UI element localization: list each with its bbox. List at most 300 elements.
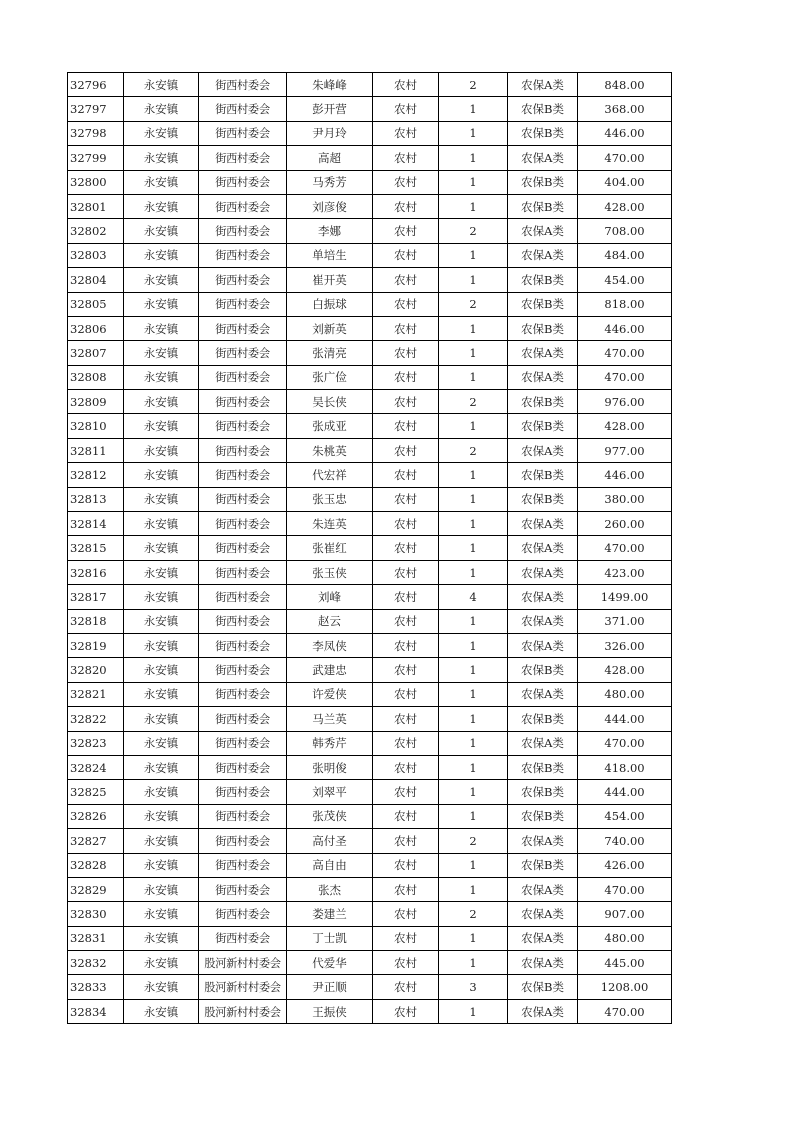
household-type-cell: 农村 <box>373 999 439 1023</box>
insurance-category-cell: 农保B类 <box>508 292 578 316</box>
amount-cell: 480.00 <box>578 682 672 706</box>
village-committee-cell: 街西村委会 <box>199 341 287 365</box>
amount-cell: 418.00 <box>578 755 672 779</box>
insurance-category-cell: 农保B类 <box>508 780 578 804</box>
record-id-cell: 32798 <box>68 121 124 145</box>
household-type-cell: 农村 <box>373 219 439 243</box>
record-id-cell: 32822 <box>68 707 124 731</box>
amount-cell: 454.00 <box>578 804 672 828</box>
town-cell: 永安镇 <box>124 414 199 438</box>
household-type-cell: 农村 <box>373 170 439 194</box>
town-cell: 永安镇 <box>124 341 199 365</box>
town-cell: 永安镇 <box>124 365 199 389</box>
table-row <box>68 146 672 170</box>
household-size-cell: 1 <box>439 560 508 584</box>
amount-cell: 446.00 <box>578 463 672 487</box>
record-id-cell: 32820 <box>68 658 124 682</box>
table-row <box>68 170 672 194</box>
person-name-cell: 高自由 <box>287 853 373 877</box>
amount-cell: 470.00 <box>578 365 672 389</box>
household-size-cell: 1 <box>439 658 508 682</box>
amount-cell: 445.00 <box>578 951 672 975</box>
village-committee-cell: 街西村委会 <box>199 780 287 804</box>
amount-cell: 371.00 <box>578 609 672 633</box>
amount-cell: 428.00 <box>578 414 672 438</box>
household-size-cell: 1 <box>439 999 508 1023</box>
table-row <box>68 755 672 779</box>
town-cell: 永安镇 <box>124 877 199 901</box>
amount-cell: 484.00 <box>578 243 672 267</box>
table-row <box>68 243 672 267</box>
household-size-cell: 1 <box>439 682 508 706</box>
table-row <box>68 877 672 901</box>
table-row <box>68 414 672 438</box>
household-size-cell: 1 <box>439 170 508 194</box>
table-row <box>68 536 672 560</box>
household-type-cell: 农村 <box>373 292 439 316</box>
person-name-cell: 代宏祥 <box>287 463 373 487</box>
household-type-cell: 农村 <box>373 975 439 999</box>
insurance-category-cell: 农保B类 <box>508 97 578 121</box>
household-type-cell: 农村 <box>373 755 439 779</box>
insurance-category-cell: 农保A类 <box>508 926 578 950</box>
person-name-cell: 刘彦俊 <box>287 194 373 218</box>
amount-cell: 470.00 <box>578 146 672 170</box>
record-id-cell: 32832 <box>68 951 124 975</box>
amount-cell: 470.00 <box>578 731 672 755</box>
table-row <box>68 463 672 487</box>
record-id-cell: 32823 <box>68 731 124 755</box>
household-type-cell: 农村 <box>373 268 439 292</box>
household-type-cell: 农村 <box>373 707 439 731</box>
household-size-cell: 1 <box>439 146 508 170</box>
person-name-cell: 张玉侠 <box>287 560 373 584</box>
amount-cell: 470.00 <box>578 341 672 365</box>
insurance-category-cell: 农保B类 <box>508 853 578 877</box>
amount-cell: 380.00 <box>578 487 672 511</box>
insurance-category-cell: 农保B类 <box>508 463 578 487</box>
table-row <box>68 829 672 853</box>
insurance-category-cell: 农保B类 <box>508 414 578 438</box>
household-size-cell: 1 <box>439 707 508 731</box>
person-name-cell: 马兰英 <box>287 707 373 731</box>
household-size-cell: 1 <box>439 414 508 438</box>
amount-cell: 454.00 <box>578 268 672 292</box>
insurance-category-cell: 农保A类 <box>508 877 578 901</box>
table-row <box>68 633 672 657</box>
household-type-cell: 农村 <box>373 73 439 97</box>
insurance-category-cell: 农保A类 <box>508 682 578 706</box>
person-name-cell: 彭开营 <box>287 97 373 121</box>
amount-cell: 848.00 <box>578 73 672 97</box>
insurance-category-cell: 农保B类 <box>508 658 578 682</box>
record-id-cell: 32810 <box>68 414 124 438</box>
town-cell: 永安镇 <box>124 829 199 853</box>
insurance-category-cell: 农保B类 <box>508 316 578 340</box>
person-name-cell: 刘峰 <box>287 585 373 609</box>
household-size-cell: 1 <box>439 633 508 657</box>
household-type-cell: 农村 <box>373 536 439 560</box>
household-type-cell: 农村 <box>373 902 439 926</box>
record-id-cell: 32806 <box>68 316 124 340</box>
village-committee-cell: 街西村委会 <box>199 170 287 194</box>
person-name-cell: 张广俭 <box>287 365 373 389</box>
household-size-cell: 1 <box>439 463 508 487</box>
insurance-category-cell: 农保B类 <box>508 804 578 828</box>
town-cell: 永安镇 <box>124 951 199 975</box>
table-row <box>68 97 672 121</box>
village-committee-cell: 街西村委会 <box>199 633 287 657</box>
household-size-cell: 1 <box>439 804 508 828</box>
record-id-cell: 32826 <box>68 804 124 828</box>
person-name-cell: 吴长侠 <box>287 390 373 414</box>
village-committee-cell: 街西村委会 <box>199 707 287 731</box>
table-row <box>68 73 672 97</box>
insurance-category-cell: 农保B类 <box>508 707 578 731</box>
village-committee-cell: 街西村委会 <box>199 194 287 218</box>
amount-cell: 1208.00 <box>578 975 672 999</box>
town-cell: 永安镇 <box>124 780 199 804</box>
person-name-cell: 赵云 <box>287 609 373 633</box>
amount-cell: 326.00 <box>578 633 672 657</box>
household-size-cell: 1 <box>439 121 508 145</box>
insurance-category-cell: 农保A类 <box>508 902 578 926</box>
town-cell: 永安镇 <box>124 633 199 657</box>
household-size-cell: 2 <box>439 219 508 243</box>
insurance-category-cell: 农保A类 <box>508 560 578 584</box>
village-committee-cell: 街西村委会 <box>199 463 287 487</box>
person-name-cell: 武建忠 <box>287 658 373 682</box>
insurance-category-cell: 农保A类 <box>508 73 578 97</box>
amount-cell: 428.00 <box>578 658 672 682</box>
insurance-category-cell: 农保A类 <box>508 512 578 536</box>
town-cell: 永安镇 <box>124 73 199 97</box>
table-row <box>68 341 672 365</box>
household-type-cell: 农村 <box>373 877 439 901</box>
table-row <box>68 390 672 414</box>
person-name-cell: 白振球 <box>287 292 373 316</box>
household-type-cell: 农村 <box>373 487 439 511</box>
record-id-cell: 32800 <box>68 170 124 194</box>
insurance-category-cell: 农保A类 <box>508 731 578 755</box>
person-name-cell: 单培生 <box>287 243 373 267</box>
household-size-cell: 1 <box>439 341 508 365</box>
insurance-category-cell: 农保B类 <box>508 170 578 194</box>
amount-cell: 740.00 <box>578 829 672 853</box>
person-name-cell: 张玉忠 <box>287 487 373 511</box>
household-size-cell: 1 <box>439 755 508 779</box>
town-cell: 永安镇 <box>124 804 199 828</box>
town-cell: 永安镇 <box>124 170 199 194</box>
amount-cell: 470.00 <box>578 999 672 1023</box>
record-id-cell: 32833 <box>68 975 124 999</box>
household-size-cell: 1 <box>439 487 508 511</box>
insurance-category-cell: 农保A类 <box>508 633 578 657</box>
town-cell: 永安镇 <box>124 292 199 316</box>
household-size-cell: 1 <box>439 731 508 755</box>
record-id-cell: 32805 <box>68 292 124 316</box>
person-name-cell: 张崔红 <box>287 536 373 560</box>
amount-cell: 470.00 <box>578 877 672 901</box>
household-type-cell: 农村 <box>373 390 439 414</box>
person-name-cell: 许爱侠 <box>287 682 373 706</box>
insurance-category-cell: 农保B类 <box>508 755 578 779</box>
person-name-cell: 娄建兰 <box>287 902 373 926</box>
household-type-cell: 农村 <box>373 853 439 877</box>
record-id-cell: 32830 <box>68 902 124 926</box>
record-id-cell: 32811 <box>68 438 124 462</box>
record-id-cell: 32796 <box>68 73 124 97</box>
amount-cell: 976.00 <box>578 390 672 414</box>
amount-cell: 404.00 <box>578 170 672 194</box>
amount-cell: 446.00 <box>578 121 672 145</box>
village-committee-cell: 街西村委会 <box>199 585 287 609</box>
insurance-category-cell: 农保A类 <box>508 585 578 609</box>
insurance-category-cell: 农保B类 <box>508 194 578 218</box>
record-id-cell: 32814 <box>68 512 124 536</box>
village-committee-cell: 街西村委会 <box>199 97 287 121</box>
village-committee-cell: 街西村委会 <box>199 365 287 389</box>
village-committee-cell: 街西村委会 <box>199 243 287 267</box>
table-row <box>68 804 672 828</box>
insurance-category-cell: 农保A类 <box>508 829 578 853</box>
town-cell: 永安镇 <box>124 194 199 218</box>
record-id-cell: 32825 <box>68 780 124 804</box>
insurance-category-cell: 农保A类 <box>508 536 578 560</box>
village-committee-cell: 股河新村村委会 <box>199 951 287 975</box>
household-size-cell: 1 <box>439 365 508 389</box>
table-row <box>68 560 672 584</box>
person-name-cell: 韩秀芹 <box>287 731 373 755</box>
village-committee-cell: 街西村委会 <box>199 682 287 706</box>
person-name-cell: 张清亮 <box>287 341 373 365</box>
village-committee-cell: 街西村委会 <box>199 902 287 926</box>
amount-cell: 428.00 <box>578 194 672 218</box>
household-size-cell: 1 <box>439 316 508 340</box>
insurance-category-cell: 农保A类 <box>508 609 578 633</box>
table-row <box>68 316 672 340</box>
village-committee-cell: 街西村委会 <box>199 658 287 682</box>
insurance-category-cell: 农保A类 <box>508 438 578 462</box>
household-size-cell: 3 <box>439 975 508 999</box>
household-size-cell: 4 <box>439 585 508 609</box>
town-cell: 永安镇 <box>124 243 199 267</box>
table-row <box>68 951 672 975</box>
record-id-cell: 32804 <box>68 268 124 292</box>
village-committee-cell: 股河新村村委会 <box>199 975 287 999</box>
insurance-category-cell: 农保A类 <box>508 365 578 389</box>
village-committee-cell: 街西村委会 <box>199 853 287 877</box>
village-committee-cell: 街西村委会 <box>199 804 287 828</box>
household-type-cell: 农村 <box>373 658 439 682</box>
insurance-category-cell: 农保A类 <box>508 341 578 365</box>
town-cell: 永安镇 <box>124 536 199 560</box>
amount-cell: 260.00 <box>578 512 672 536</box>
household-size-cell: 1 <box>439 268 508 292</box>
person-name-cell: 李娜 <box>287 219 373 243</box>
record-id-cell: 32799 <box>68 146 124 170</box>
record-id-cell: 32834 <box>68 999 124 1023</box>
household-type-cell: 农村 <box>373 585 439 609</box>
table-row <box>68 487 672 511</box>
insurance-category-cell: 农保B类 <box>508 268 578 292</box>
town-cell: 永安镇 <box>124 609 199 633</box>
town-cell: 永安镇 <box>124 658 199 682</box>
village-committee-cell: 街西村委会 <box>199 487 287 511</box>
household-type-cell: 农村 <box>373 243 439 267</box>
record-id-cell: 32797 <box>68 97 124 121</box>
household-type-cell: 农村 <box>373 829 439 853</box>
household-type-cell: 农村 <box>373 512 439 536</box>
village-committee-cell: 街西村委会 <box>199 877 287 901</box>
table-row <box>68 292 672 316</box>
village-committee-cell: 街西村委会 <box>199 219 287 243</box>
record-id-cell: 32821 <box>68 682 124 706</box>
table-body <box>68 73 672 1024</box>
town-cell: 永安镇 <box>124 219 199 243</box>
household-type-cell: 农村 <box>373 438 439 462</box>
village-committee-cell: 街西村委会 <box>199 414 287 438</box>
insurance-category-cell: 农保B类 <box>508 487 578 511</box>
record-id-cell: 32802 <box>68 219 124 243</box>
record-id-cell: 32807 <box>68 341 124 365</box>
amount-cell: 977.00 <box>578 438 672 462</box>
village-committee-cell: 街西村委会 <box>199 731 287 755</box>
record-id-cell: 32816 <box>68 560 124 584</box>
town-cell: 永安镇 <box>124 682 199 706</box>
town-cell: 永安镇 <box>124 390 199 414</box>
household-size-cell: 2 <box>439 390 508 414</box>
record-id-cell: 32801 <box>68 194 124 218</box>
village-committee-cell: 街西村委会 <box>199 73 287 97</box>
record-id-cell: 32813 <box>68 487 124 511</box>
town-cell: 永安镇 <box>124 97 199 121</box>
household-type-cell: 农村 <box>373 146 439 170</box>
table-row <box>68 219 672 243</box>
insurance-category-cell: 农保A类 <box>508 951 578 975</box>
household-size-cell: 1 <box>439 243 508 267</box>
household-size-cell: 1 <box>439 780 508 804</box>
town-cell: 永安镇 <box>124 121 199 145</box>
amount-cell: 444.00 <box>578 780 672 804</box>
table-row <box>68 999 672 1023</box>
household-type-cell: 农村 <box>373 463 439 487</box>
village-committee-cell: 街西村委会 <box>199 268 287 292</box>
person-name-cell: 朱峰峰 <box>287 73 373 97</box>
household-size-cell: 1 <box>439 951 508 975</box>
person-name-cell: 刘新英 <box>287 316 373 340</box>
village-committee-cell: 街西村委会 <box>199 926 287 950</box>
household-size-cell: 1 <box>439 926 508 950</box>
household-type-cell: 农村 <box>373 926 439 950</box>
table-row <box>68 780 672 804</box>
household-size-cell: 1 <box>439 853 508 877</box>
person-name-cell: 刘翠平 <box>287 780 373 804</box>
household-size-cell: 1 <box>439 609 508 633</box>
record-id-cell: 32809 <box>68 390 124 414</box>
household-type-cell: 农村 <box>373 682 439 706</box>
town-cell: 永安镇 <box>124 146 199 170</box>
person-name-cell: 张茂侠 <box>287 804 373 828</box>
insurance-category-cell: 农保A类 <box>508 999 578 1023</box>
household-size-cell: 2 <box>439 902 508 926</box>
table-row <box>68 707 672 731</box>
insurance-category-cell: 农保A类 <box>508 219 578 243</box>
person-name-cell: 李凤侠 <box>287 633 373 657</box>
amount-cell: 470.00 <box>578 536 672 560</box>
town-cell: 永安镇 <box>124 975 199 999</box>
town-cell: 永安镇 <box>124 268 199 292</box>
record-id-cell: 32827 <box>68 829 124 853</box>
village-committee-cell: 街西村委会 <box>199 292 287 316</box>
record-id-cell: 32808 <box>68 365 124 389</box>
person-name-cell: 王振侠 <box>287 999 373 1023</box>
household-size-cell: 1 <box>439 536 508 560</box>
amount-cell: 423.00 <box>578 560 672 584</box>
table-row <box>68 121 672 145</box>
person-name-cell: 代爱华 <box>287 951 373 975</box>
record-id-cell: 32803 <box>68 243 124 267</box>
person-name-cell: 张成亚 <box>287 414 373 438</box>
town-cell: 永安镇 <box>124 438 199 462</box>
village-committee-cell: 股河新村村委会 <box>199 999 287 1023</box>
household-size-cell: 2 <box>439 73 508 97</box>
table-row <box>68 658 672 682</box>
town-cell: 永安镇 <box>124 560 199 584</box>
household-size-cell: 1 <box>439 512 508 536</box>
person-name-cell: 高超 <box>287 146 373 170</box>
table-row <box>68 268 672 292</box>
household-type-cell: 农村 <box>373 951 439 975</box>
village-committee-cell: 街西村委会 <box>199 560 287 584</box>
table-row <box>68 731 672 755</box>
table-row <box>68 365 672 389</box>
village-committee-cell: 街西村委会 <box>199 316 287 340</box>
person-name-cell: 张杰 <box>287 877 373 901</box>
insurance-category-cell: 农保B类 <box>508 121 578 145</box>
table-row <box>68 438 672 462</box>
village-committee-cell: 街西村委会 <box>199 755 287 779</box>
village-committee-cell: 街西村委会 <box>199 536 287 560</box>
table-row <box>68 975 672 999</box>
village-committee-cell: 街西村委会 <box>199 512 287 536</box>
person-name-cell: 尹月玲 <box>287 121 373 145</box>
village-committee-cell: 街西村委会 <box>199 829 287 853</box>
table-row <box>68 194 672 218</box>
record-id-cell: 32815 <box>68 536 124 560</box>
town-cell: 永安镇 <box>124 853 199 877</box>
household-type-cell: 农村 <box>373 609 439 633</box>
person-name-cell: 马秀芳 <box>287 170 373 194</box>
person-name-cell: 尹正顺 <box>287 975 373 999</box>
amount-cell: 426.00 <box>578 853 672 877</box>
table-row <box>68 609 672 633</box>
household-size-cell: 1 <box>439 97 508 121</box>
household-type-cell: 农村 <box>373 341 439 365</box>
record-id-cell: 32819 <box>68 633 124 657</box>
village-committee-cell: 街西村委会 <box>199 390 287 414</box>
town-cell: 永安镇 <box>124 707 199 731</box>
amount-cell: 446.00 <box>578 316 672 340</box>
table-row <box>68 926 672 950</box>
village-committee-cell: 街西村委会 <box>199 438 287 462</box>
household-size-cell: 2 <box>439 438 508 462</box>
record-id-cell: 32812 <box>68 463 124 487</box>
village-committee-cell: 街西村委会 <box>199 121 287 145</box>
person-name-cell: 朱连英 <box>287 512 373 536</box>
amount-cell: 480.00 <box>578 926 672 950</box>
record-id-cell: 32829 <box>68 877 124 901</box>
